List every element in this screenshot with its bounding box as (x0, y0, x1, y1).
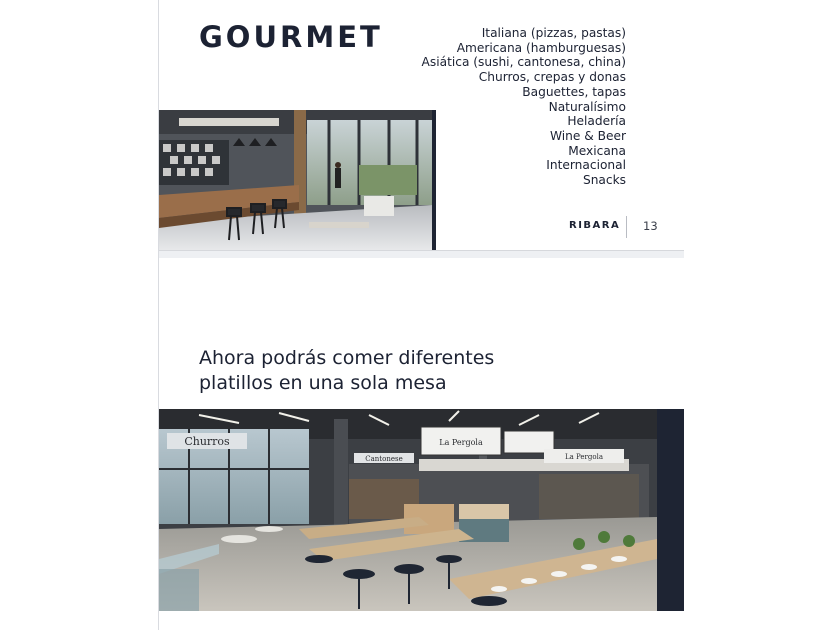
cuisine-item: Americana (hamburguesas) (456, 40, 626, 55)
sign-churros: Churros (184, 435, 230, 448)
sign-cantonese: Cantonese (365, 455, 403, 463)
cuisine-item: Naturalísimo (548, 99, 626, 114)
food-court-photo (159, 409, 657, 611)
cuisine-item: Asiática (sushi, cantonesa, china) (421, 55, 626, 70)
headline (199, 346, 559, 396)
page-title: GOURMET (199, 20, 383, 54)
accent-bar (657, 409, 684, 611)
cuisine-item: Heladería (567, 114, 626, 129)
cuisine-item: Snacks (582, 173, 626, 188)
headline-line: platillos en una sola mesa (199, 372, 447, 394)
footer-divider (626, 216, 627, 238)
cuisine-item: Baguettes, tapas (522, 84, 626, 99)
restaurant-bar-photo (159, 110, 432, 250)
accent-bar (432, 110, 436, 250)
cuisine-item: Wine & Beer (549, 128, 626, 143)
headline-line: Ahora podrás comer diferentes (199, 347, 495, 369)
cuisine-item: Internacional (546, 158, 626, 173)
cuisine-item: Italiana (pizzas, pastas) (481, 26, 626, 40)
sign-pergola: La Pergola (439, 438, 483, 447)
cuisine-list (422, 26, 626, 188)
page-number: 13 (643, 219, 658, 233)
page-food-court (159, 258, 684, 630)
cuisine-item: Mexicana (568, 143, 626, 158)
cuisine-item: Churros, crepas y donas (478, 70, 626, 85)
sign-pergola-2: La Pergola (564, 453, 604, 461)
brand-name: RIBARA (569, 220, 621, 231)
page-gourmet (159, 0, 684, 250)
